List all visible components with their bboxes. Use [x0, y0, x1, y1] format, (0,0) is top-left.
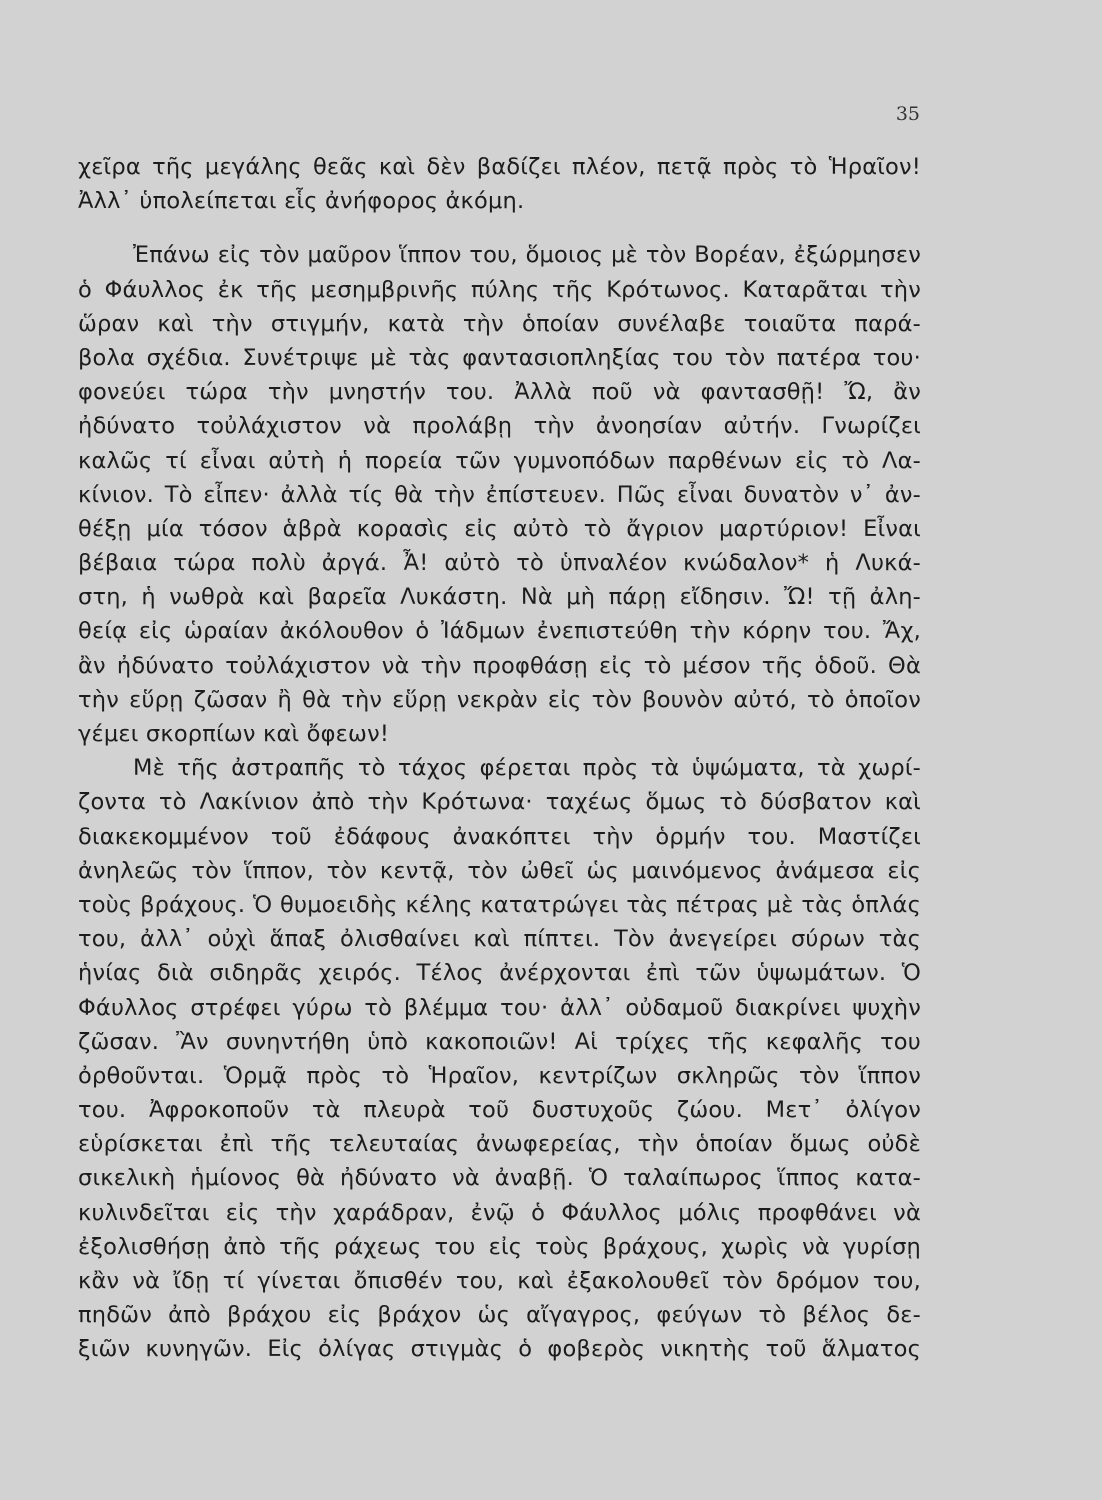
text-line: χεῖρα τῆς μεγάλης θεᾶς καὶ δὲν βαδίζει πλέον, πετᾷ πρὸς τὸ Ἡραῖον! [78, 154, 921, 180]
text-line: Ἀλλ᾽ ὑπολείπεται εἷς ἀνήφορος ἀκόμη. [78, 188, 525, 215]
body-text [78, 150, 921, 1367]
text-line: κίνιον. Τὸ εἶπεν· ἀλλὰ τίς θὰ τὴν ἐπίστευεν. Πῶς εἶναι δυνατὸν ν᾽ ἀν- [78, 481, 921, 508]
text-line: καλῶς τί εἶναι αὐτὴ ἡ πορεία τῶν γυμνοπόδων παρθένων εἰς τὸ Λα- [78, 447, 921, 474]
text-line: σικελικὴ ἡμίονος θὰ ἠδύνατο νὰ ἀναβῇ. Ὁ ταλαίπωρος ἵππος κατα- [78, 1165, 921, 1192]
paragraph [78, 150, 921, 218]
text-line: ὁ Φάυλλος ἐκ τῆς μεσημβρινῆς πύλης τῆς Κρότωνος. Καταρᾶται τὴν [78, 276, 921, 303]
text-line: ὀρθοῦνται. Ὁρμᾷ πρὸς τὸ Ἡραῖον, κεντρίζων σκληρῶς τὸν ἵππον [78, 1062, 921, 1089]
text-line: κἂν νὰ ἴδῃ τί γίνεται ὄπισθέν του, καὶ ἐξακολουθεῖ τὸν δρόμον του, [78, 1268, 921, 1294]
text-line: Μὲ τῆς ἀστραπῆς τὸ τάχος φέρεται πρὸς τὰ ὑψώματα, τὰ χωρί- [133, 755, 921, 782]
page-number: 35 [895, 103, 920, 125]
text-line: πηδῶν ἀπὸ βράχου εἰς βράχον ὡς αἴγαγρος, φεύγων τὸ βέλος δε- [78, 1302, 921, 1329]
text-line: Ἐπάνω εἰς τὸν μαῦρον ἵππον του, ὅμοιος μὲ τὸν Βορέαν, ἐξώρμησεν [133, 242, 921, 269]
text-line: ὥραν καὶ τὴν στιγμήν, κατὰ τὴν ὁποίαν συνέλαβε τοιαῦτα παρά- [78, 310, 921, 337]
text-line: κυλινδεῖται εἰς τὴν χαράδραν, ἐνῷ ὁ Φάυλλος μόλις προφθάνει νὰ [78, 1199, 921, 1226]
paragraph [78, 751, 921, 1366]
text-line: ζῶσαν. Ἂν συνηντήθη ὑπὸ κακοποιῶν! Αἱ τρίχες τῆς κεφαλῆς του [78, 1028, 921, 1055]
text-line: διακεκομμένον τοῦ ἐδάφους ἀνακόπτει τὴν ὁρμήν του. Μαστίζει [78, 823, 921, 850]
text-line: ἡνίας διὰ σιδηρᾶς χειρός. Τέλος ἀνέρχονται ἐπὶ τῶν ὑψωμάτων. Ὁ [78, 960, 921, 987]
text-line: τοὺς βράχους. Ὁ θυμοειδὴς κέλης κατατρώγει τὰς πέτρας μὲ τὰς ὁπλάς [78, 891, 921, 918]
paragraph [78, 238, 921, 751]
text-line: βέβαια τώρα πολὺ ἀργά. Ἆ! αὐτὸ τὸ ὑπναλέον κνώδαλον* ἡ Λυκά- [78, 550, 921, 577]
text-line: θέξῃ μία τόσον ἁβρὰ κορασὶς εἰς αὐτὸ τὸ ἄγριον μαρτύριον! Εἶναι [78, 515, 921, 542]
text-line: φονεύει τώρα τὴν μνηστήν του. Ἀλλὰ ποῦ νὰ φαντασθῇ! Ὤ, ἂν [78, 379, 921, 406]
text-line: Φάυλλος στρέφει γύρω τὸ βλέμμα του· ἀλλ᾽ οὐδαμοῦ διακρίνει ψυχὴν [78, 994, 921, 1021]
text-line: τὴν εὕρῃ ζῶσαν ἢ θὰ τὴν εὕρῃ νεκρὰν εἰς τὸν βουνὸν αὐτό, τὸ ὁποῖον [78, 686, 921, 713]
text-line: θείᾳ εἰς ὡραίαν ἀκόλουθον ὁ Ἰάδμων ἐνεπιστεύθη τὴν κόρην του. Ἄχ, [78, 618, 921, 645]
text-line: του. Ἀφροκοποῦν τὰ πλευρὰ τοῦ δυστυχοῦς ζώου. Μετ᾽ ὀλίγον [78, 1097, 921, 1124]
text-line: ξιῶν κυνηγῶν. Εἰς ὀλίγας στιγμὰς ὁ φοβερὸς νικητὴς τοῦ ἅλματος [78, 1336, 921, 1363]
text-line: ἀνηλεῶς τὸν ἵππον, τὸν κεντᾷ, τὸν ὠθεῖ ὡς μαινόμενος ἀνάμεσα εἰς [78, 857, 921, 884]
text-line: ἠδύνατο τοὐλάχιστον νὰ προλάβῃ τὴν ἀνοησίαν αὐτήν. Γνωρίζει [78, 413, 921, 440]
text-line: ἐξολισθήσῃ ἀπὸ τῆς ράχεως του εἰς τοὺς βράχους, χωρὶς νὰ γυρίσῃ [78, 1233, 921, 1260]
text-line: στη, ἡ νωθρὰ καὶ βαρεῖα Λυκάστη. Νὰ μὴ πάρῃ εἴδησιν. Ὤ! τῇ ἀλη- [78, 584, 921, 611]
text-line: ζοντα τὸ Λακίνιον ἀπὸ τὴν Κρότωνα· ταχέως ὅμως τὸ δύσβατον καὶ [78, 789, 921, 816]
text-line: βολα σχέδια. Συνέτριψε μὲ τὰς φαντασιοπληξίας του τὸν πατέρα του· [78, 344, 921, 371]
text-line: του, ἀλλ᾽ οὐχὶ ἅπαξ ὀλισθαίνει καὶ πίπτει. Τὸν ἀνεγείρει σύρων τὰς [78, 926, 921, 953]
text-line: γέμει σκορπίων καὶ ὄφεων! [78, 721, 390, 747]
text-line: ἂν ἠδύνατο τοὐλάχιστον νὰ τὴν προφθάσῃ εἰς τὸ μέσον τῆς ὁδοῦ. Θὰ [78, 652, 921, 679]
text-line: εὑρίσκεται ἐπὶ τῆς τελευταίας ἀνωφερείας, τὴν ὁποίαν ὅμως οὐδὲ [78, 1131, 921, 1158]
